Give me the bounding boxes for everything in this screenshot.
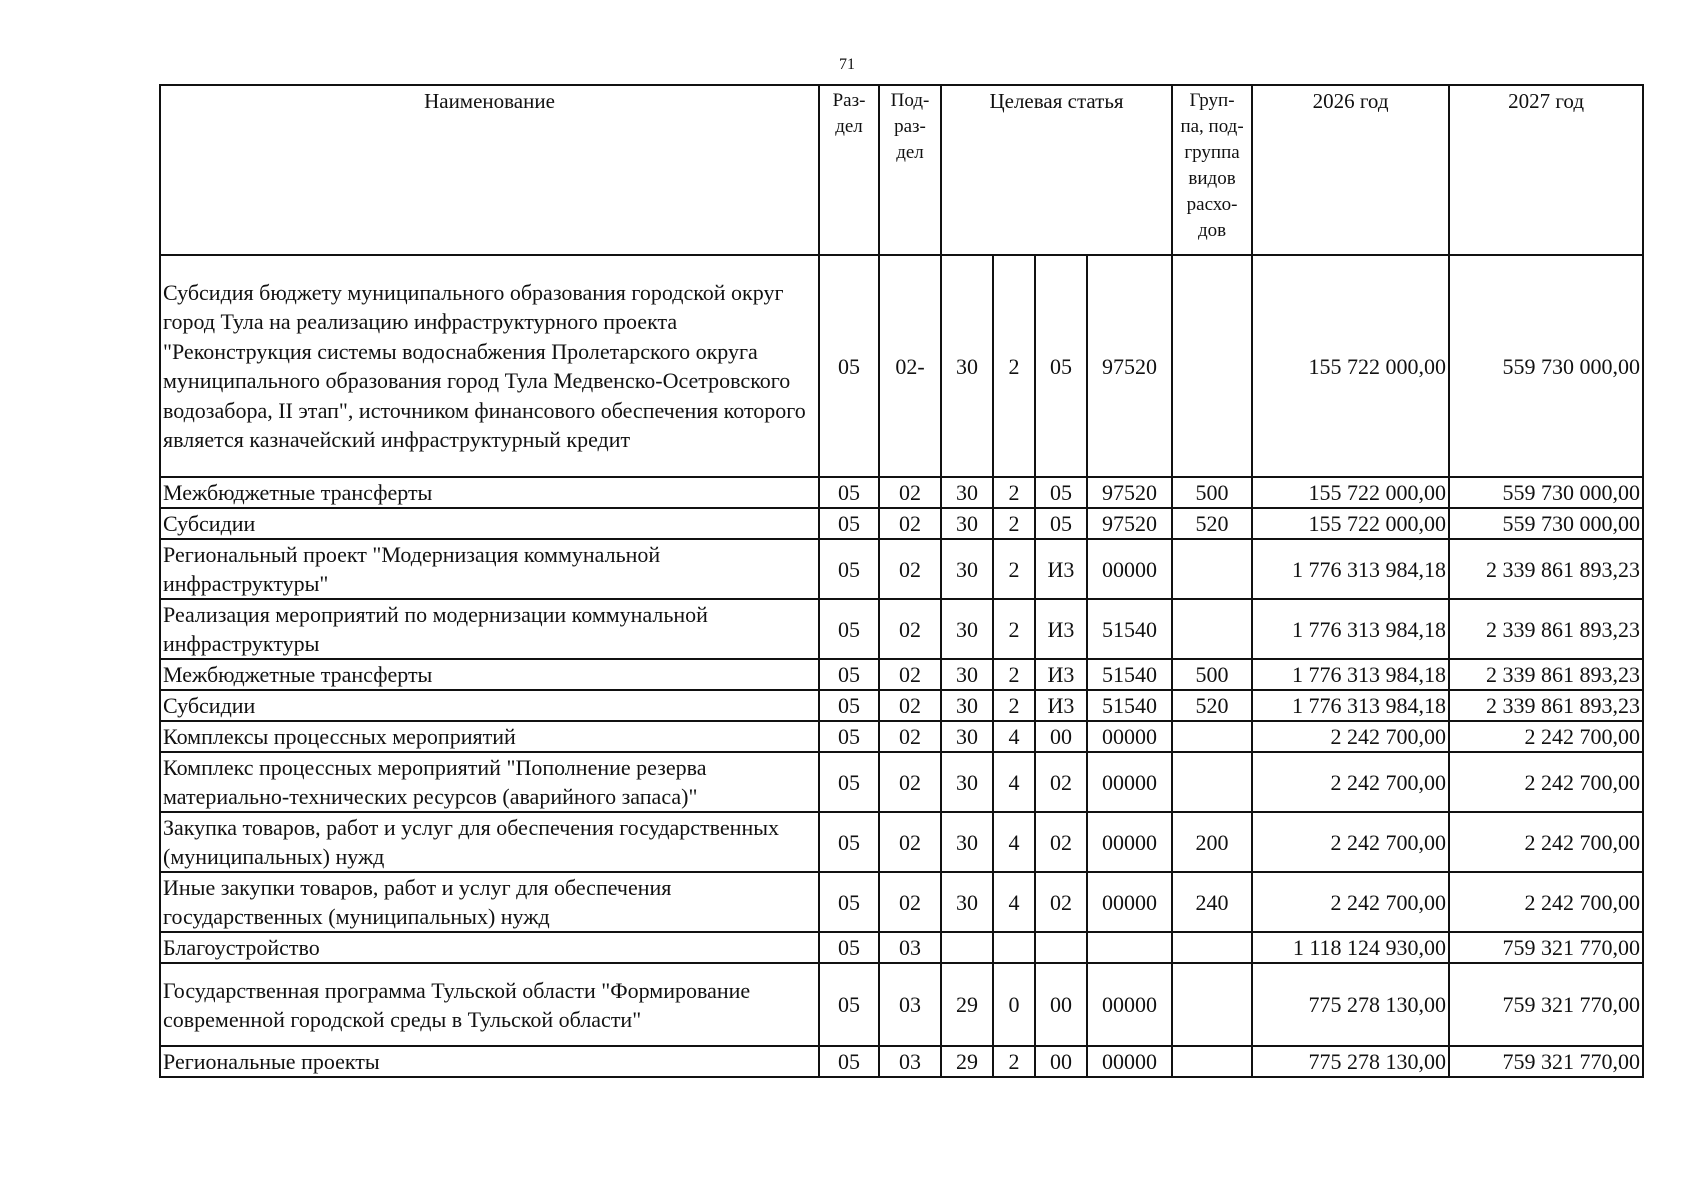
cell-amount-2027: 2 242 700,00 <box>1449 752 1643 812</box>
cell-expense-group: 520 <box>1172 508 1252 539</box>
cell-name: Комплекс процессных мероприятий "Пополнение резерва материально-технических ресурсов (аварийного запаса)" <box>160 752 819 812</box>
table-row <box>160 812 1643 872</box>
cell-section: 05 <box>819 812 879 872</box>
cell-amount-2026: 775 278 130,00 <box>1252 963 1449 1046</box>
cell-subsection: 02- <box>879 255 941 477</box>
cell-name: Субсидии <box>160 508 819 539</box>
cell-amount-2027: 2 339 861 893,23 <box>1449 690 1643 721</box>
cell-name: Межбюджетные трансферты <box>160 477 819 508</box>
cell-target-type: 2 <box>993 539 1035 599</box>
cell-target-direction <box>1087 932 1172 963</box>
cell-target-subprogram <box>1035 932 1087 963</box>
table-row <box>160 255 1643 477</box>
cell-amount-2027: 2 242 700,00 <box>1449 872 1643 932</box>
cell-target-direction: 00000 <box>1087 812 1172 872</box>
cell-name: Региональный проект "Модернизация коммунальной инфраструктуры" <box>160 539 819 599</box>
cell-target-subprogram: И3 <box>1035 539 1087 599</box>
cell-amount-2027: 759 321 770,00 <box>1449 932 1643 963</box>
cell-name: Реализация мероприятий по модернизации коммунальной инфраструктуры <box>160 599 819 659</box>
cell-name: Межбюджетные трансферты <box>160 659 819 690</box>
cell-amount-2027: 2 242 700,00 <box>1449 721 1643 752</box>
cell-subsection: 02 <box>879 477 941 508</box>
cell-target-type: 2 <box>993 477 1035 508</box>
cell-subsection: 02 <box>879 599 941 659</box>
cell-target-subprogram: 02 <box>1035 752 1087 812</box>
cell-subsection: 02 <box>879 690 941 721</box>
cell-target-program: 30 <box>941 752 993 812</box>
cell-subsection: 03 <box>879 932 941 963</box>
cell-amount-2027: 559 730 000,00 <box>1449 508 1643 539</box>
cell-target-program: 30 <box>941 812 993 872</box>
cell-target-subprogram: 05 <box>1035 508 1087 539</box>
cell-target-direction: 51540 <box>1087 599 1172 659</box>
cell-target-type: 2 <box>993 1046 1035 1077</box>
cell-target-program: 30 <box>941 539 993 599</box>
cell-target-direction: 97520 <box>1087 508 1172 539</box>
header-name: Наименование <box>160 85 819 255</box>
cell-amount-2026: 1 776 313 984,18 <box>1252 659 1449 690</box>
cell-amount-2026: 2 242 700,00 <box>1252 872 1449 932</box>
cell-amount-2026: 155 722 000,00 <box>1252 477 1449 508</box>
cell-expense-group <box>1172 752 1252 812</box>
cell-target-type: 4 <box>993 812 1035 872</box>
table-row <box>160 963 1643 1046</box>
cell-target-type: 2 <box>993 508 1035 539</box>
table-row <box>160 659 1643 690</box>
cell-target-direction: 97520 <box>1087 477 1172 508</box>
cell-target-direction: 00000 <box>1087 872 1172 932</box>
cell-target-program: 30 <box>941 477 993 508</box>
cell-amount-2026: 1 776 313 984,18 <box>1252 690 1449 721</box>
cell-section: 05 <box>819 721 879 752</box>
cell-name: Субсидии <box>160 690 819 721</box>
cell-section: 05 <box>819 477 879 508</box>
cell-expense-group: 500 <box>1172 477 1252 508</box>
cell-section: 05 <box>819 932 879 963</box>
cell-subsection: 02 <box>879 812 941 872</box>
cell-amount-2027: 759 321 770,00 <box>1449 963 1643 1046</box>
cell-expense-group <box>1172 1046 1252 1077</box>
cell-expense-group <box>1172 721 1252 752</box>
cell-section: 05 <box>819 508 879 539</box>
cell-amount-2027: 559 730 000,00 <box>1449 255 1643 477</box>
cell-subsection: 02 <box>879 721 941 752</box>
header-section: Раз- дел <box>819 85 879 255</box>
cell-target-direction: 00000 <box>1087 1046 1172 1077</box>
cell-target-program: 30 <box>941 659 993 690</box>
header-year-2026: 2026 год <box>1252 85 1449 255</box>
cell-amount-2026: 775 278 130,00 <box>1252 1046 1449 1077</box>
cell-name: Закупка товаров, работ и услуг для обеспечения государственных (муниципальных) нужд <box>160 812 819 872</box>
cell-target-type: 2 <box>993 255 1035 477</box>
cell-subsection: 02 <box>879 539 941 599</box>
cell-target-direction: 51540 <box>1087 659 1172 690</box>
page-number: 71 <box>839 56 855 73</box>
cell-section: 05 <box>819 1046 879 1077</box>
table-body <box>160 255 1643 1077</box>
cell-name: Государственная программа Тульской области "Формирование современной городской среды в Тульской области" <box>160 963 819 1046</box>
cell-target-subprogram: 00 <box>1035 1046 1087 1077</box>
cell-target-program: 30 <box>941 872 993 932</box>
cell-expense-group: 200 <box>1172 812 1252 872</box>
table-row <box>160 690 1643 721</box>
cell-section: 05 <box>819 872 879 932</box>
table-row <box>160 508 1643 539</box>
cell-target-type: 2 <box>993 599 1035 659</box>
cell-target-program: 30 <box>941 508 993 539</box>
cell-target-subprogram: 00 <box>1035 963 1087 1046</box>
header-subsection: Под- раз- дел <box>879 85 941 255</box>
cell-name: Иные закупки товаров, работ и услуг для обеспечения государственных (муниципальных) нужд <box>160 872 819 932</box>
cell-amount-2026: 1 118 124 930,00 <box>1252 932 1449 963</box>
cell-expense-group: 240 <box>1172 872 1252 932</box>
cell-subsection: 02 <box>879 508 941 539</box>
cell-target-direction: 97520 <box>1087 255 1172 477</box>
header-target-article: Целевая статья <box>941 85 1172 255</box>
cell-expense-group <box>1172 963 1252 1046</box>
cell-target-direction: 51540 <box>1087 690 1172 721</box>
cell-target-subprogram: 00 <box>1035 721 1087 752</box>
cell-target-type: 4 <box>993 752 1035 812</box>
cell-subsection: 02 <box>879 752 941 812</box>
cell-target-type: 4 <box>993 721 1035 752</box>
cell-amount-2027: 2 339 861 893,23 <box>1449 599 1643 659</box>
cell-target-direction: 00000 <box>1087 752 1172 812</box>
cell-amount-2027: 2 339 861 893,23 <box>1449 659 1643 690</box>
cell-target-type: 2 <box>993 690 1035 721</box>
cell-target-subprogram: И3 <box>1035 690 1087 721</box>
cell-subsection: 03 <box>879 1046 941 1077</box>
cell-target-subprogram: 02 <box>1035 812 1087 872</box>
cell-target-program: 29 <box>941 963 993 1046</box>
cell-section: 05 <box>819 963 879 1046</box>
cell-amount-2027: 559 730 000,00 <box>1449 477 1643 508</box>
cell-amount-2027: 2 242 700,00 <box>1449 812 1643 872</box>
cell-section: 05 <box>819 690 879 721</box>
cell-expense-group <box>1172 255 1252 477</box>
cell-target-program: 29 <box>941 1046 993 1077</box>
cell-subsection: 03 <box>879 963 941 1046</box>
cell-target-subprogram: 05 <box>1035 477 1087 508</box>
cell-section: 05 <box>819 752 879 812</box>
cell-amount-2026: 155 722 000,00 <box>1252 508 1449 539</box>
cell-target-type: 0 <box>993 963 1035 1046</box>
cell-amount-2027: 759 321 770,00 <box>1449 1046 1643 1077</box>
cell-target-subprogram: И3 <box>1035 659 1087 690</box>
cell-target-type: 2 <box>993 659 1035 690</box>
header-year-2027: 2027 год <box>1449 85 1643 255</box>
header-row <box>160 85 1643 255</box>
cell-target-program: 30 <box>941 690 993 721</box>
cell-amount-2026: 155 722 000,00 <box>1252 255 1449 477</box>
table-row <box>160 599 1643 659</box>
table-row <box>160 752 1643 812</box>
cell-section: 05 <box>819 659 879 690</box>
cell-target-type: 4 <box>993 872 1035 932</box>
cell-amount-2026: 2 242 700,00 <box>1252 752 1449 812</box>
cell-target-subprogram: 05 <box>1035 255 1087 477</box>
budget-table <box>159 84 1644 1078</box>
cell-amount-2026: 2 242 700,00 <box>1252 721 1449 752</box>
cell-target-program: 30 <box>941 255 993 477</box>
table-row <box>160 477 1643 508</box>
table-row <box>160 872 1643 932</box>
cell-target-program: 30 <box>941 721 993 752</box>
cell-expense-group: 520 <box>1172 690 1252 721</box>
table-row <box>160 539 1643 599</box>
cell-target-subprogram: 02 <box>1035 872 1087 932</box>
cell-target-program <box>941 932 993 963</box>
cell-expense-group <box>1172 932 1252 963</box>
cell-target-direction: 00000 <box>1087 963 1172 1046</box>
cell-name: Региональные проекты <box>160 1046 819 1077</box>
cell-amount-2026: 2 242 700,00 <box>1252 812 1449 872</box>
cell-amount-2026: 1 776 313 984,18 <box>1252 539 1449 599</box>
cell-name: Субсидия бюджету муниципального образования городской округ город Тула на реализацию инфраструктурного проекта "Реконструкция системы водоснабжения Пролетарского округа муниципального образования город Тула Медвенско-Осетровского водозабора, II этап", источником финансового обеспечения которого является казначейский инфраструктурный кредит <box>160 255 819 477</box>
table-row <box>160 721 1643 752</box>
cell-section: 05 <box>819 539 879 599</box>
cell-expense-group <box>1172 599 1252 659</box>
cell-target-direction: 00000 <box>1087 721 1172 752</box>
cell-subsection: 02 <box>879 659 941 690</box>
cell-target-subprogram: И3 <box>1035 599 1087 659</box>
cell-subsection: 02 <box>879 872 941 932</box>
cell-amount-2027: 2 339 861 893,23 <box>1449 539 1643 599</box>
cell-expense-group <box>1172 539 1252 599</box>
cell-name: Благоустройство <box>160 932 819 963</box>
cell-section: 05 <box>819 599 879 659</box>
cell-expense-group: 500 <box>1172 659 1252 690</box>
cell-target-direction: 00000 <box>1087 539 1172 599</box>
header-expense-group: Груп- па, под- группа видов расхо- дов <box>1172 85 1252 255</box>
cell-section: 05 <box>819 255 879 477</box>
cell-target-type <box>993 932 1035 963</box>
table-row <box>160 932 1643 963</box>
cell-target-program: 30 <box>941 599 993 659</box>
cell-name: Комплексы процессных мероприятий <box>160 721 819 752</box>
cell-amount-2026: 1 776 313 984,18 <box>1252 599 1449 659</box>
table-row <box>160 1046 1643 1077</box>
